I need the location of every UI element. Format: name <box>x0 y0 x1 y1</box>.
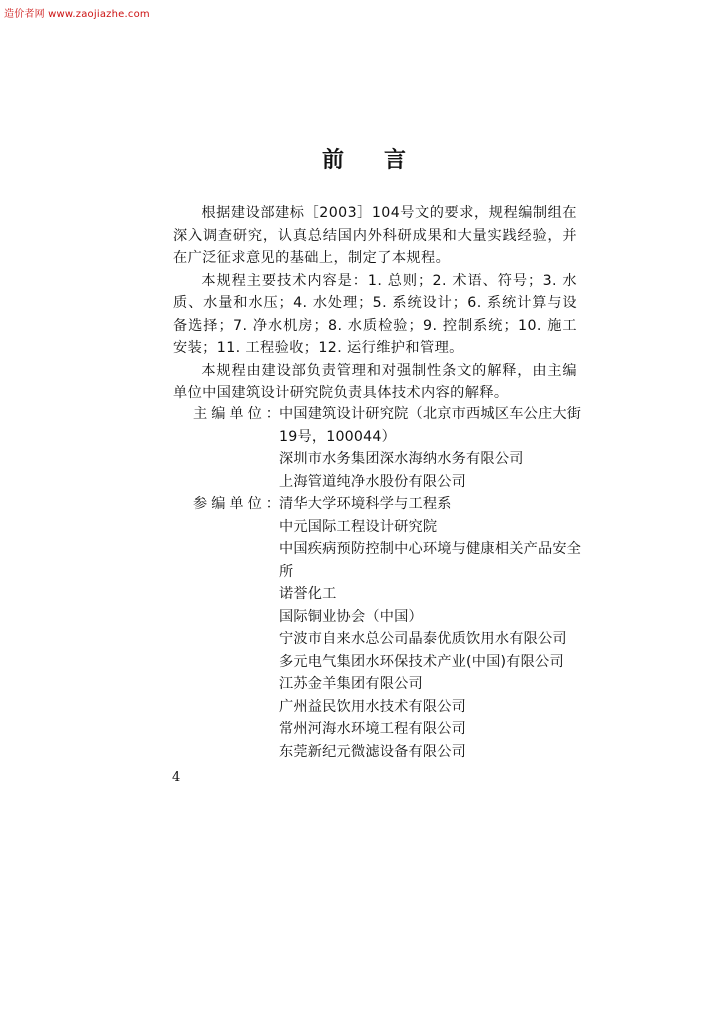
participating-units-row <box>193 493 583 763</box>
participating-unit-item: 中元国际工程设计研究院 <box>279 518 438 535</box>
participating-unit-item: 常州河海水环境工程有限公司 <box>279 721 467 737</box>
site-watermark[interactable]: 造价者网 www.zaojiazhe.com <box>4 9 150 20</box>
chief-editors-row <box>193 403 583 493</box>
participating-unit-item: 江苏金羊集团有限公司 <box>279 676 423 692</box>
chief-editor-item: 中国建筑设计研究院（北京市西城区车公庄大街19号，100044） <box>279 406 582 445</box>
participating-unit-item: 诺誉化工 <box>279 586 337 602</box>
preface-paragraph-2: 本规程主要技术内容是：1. 总则；2. 术语、符号；3. 水质、水量和水压；4. 水处理；5. 系统设计；6. 系统计算与设备选择；7. 净水机房；8. 水质检验；9. 控制系统；10. 施工安装；11. 工程验收；12. 运行维护和管理。 <box>173 272 577 356</box>
preface-paragraph-1: 根据建设部建标［2003］104号文的要求，规程编制组在深入调查研究，认真总结国内外科研成果和大量实践经验，并在广泛征求意见的基础上，制定了本规程。 <box>173 205 577 266</box>
chief-editors-list <box>279 403 583 493</box>
participating-unit-item: 国际铜业协会（中国） <box>279 608 423 625</box>
participating-unit-item: 东莞新纪元微滤设备有限公司 <box>279 743 467 760</box>
participating-unit-item: 多元电气集团水环保技术产业(中国)有限公司 <box>279 653 564 670</box>
participating-unit-item: 广州益民饮用水技术有限公司 <box>279 698 467 715</box>
participating-unit-item: 中国疾病预防控制中心环境与健康相关产品安全所 <box>279 541 582 580</box>
chief-editors-label: 主编单位： <box>193 406 284 422</box>
chief-editor-item: 深圳市水务集团深水海纳水务有限公司 <box>279 451 524 467</box>
participating-unit-item: 宁波市自来水总公司晶泰优质饮用水有限公司 <box>279 631 567 647</box>
page-title: 前言 <box>321 148 446 173</box>
participating-units-list <box>279 493 583 763</box>
participating-unit-item: 清华大学环境科学与工程系 <box>279 496 452 512</box>
organizations-section <box>193 403 583 763</box>
preface-body <box>173 202 577 405</box>
preface-paragraph-3: 本规程由建设部负责管理和对强制性条文的解释，由主编单位中国建筑设计研究院负责具体技术内容的解释。 <box>173 362 577 401</box>
page-number: 4 <box>172 770 181 785</box>
participating-units-label: 参编单位： <box>193 496 284 512</box>
chief-editor-item: 上海管道纯净水股份有限公司 <box>279 473 467 490</box>
